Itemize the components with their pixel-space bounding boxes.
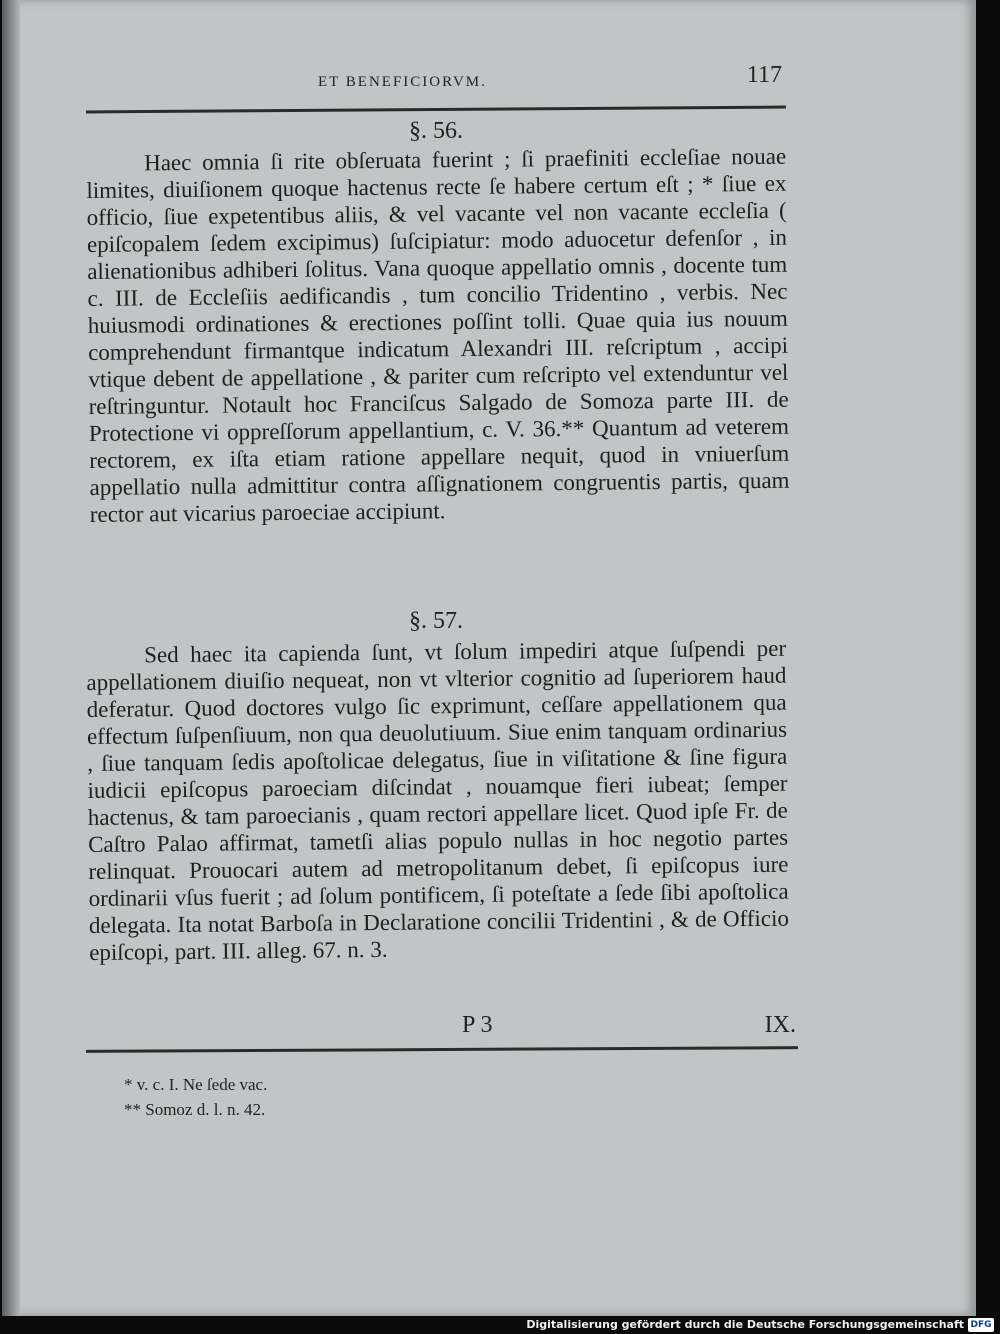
footnote-2: ** Somoz d. l. n. 42. [124,1100,266,1119]
header-rule [86,106,786,114]
page-number: 117 [746,62,782,88]
footnotes [124,1072,524,1122]
page-header [86,56,786,96]
section-57-title: §. 57. [409,608,463,634]
funding-credit: Digitalisierung gefördert durch die Deutsche Forschungsgemeinschaft [526,1318,964,1331]
section-56-title: §. 56. [409,118,463,144]
dfg-logo-icon: DFG [968,1318,994,1332]
section-56-paragraph: Haec omnia ſi rite obſeruata fuerint ; ſi praefiniti eccleſiae nouae limites, diuiſionem quoque hactenus recte ſe habere certum eſt ; * ſiue ex officio, ſiue expetentibus aliis, & vel vacante vel non vacante eccleſia ( epiſcopalem ſedem excipimus) ſuſcipiatur: modo aduocetur defenſor , in alienationibus adhiberi ſolitus. Vana quoque appellatio omnis , docente tum c. III. de Eccleſiis aedificandis , tum concilio Tridentino , verbis. Nec huiusmodi ordinationes & erectiones poſſint tolli. Quae quia ius nouum comprehendunt firmantque indicatum Alexandri III. reſcriptum , accipi vtique debent de appellatione , & pariter cum reſcripto vel extenduntur vel reſtringuntur. Notault hoc Franciſcus Salgado de Somoza parte III. de Protectione vi oppreſſorum appellantium, c. V. 36.** Quantum ad veterem rectorem, ex iſta etiam ratione appellare nequit, quod in vniuerſum appellatio nulla admittitur contra aſſignationem congruentis partis, quam rector aut vicarius paroeciae accipiunt. [86,143,790,527]
footnote-1: * v. c. I. Ne ſede vac. [124,1075,268,1094]
catchword: IX. [764,1012,796,1038]
book-page [2,0,976,1316]
page-spine-shadow [2,0,20,1316]
running-head: ET BENEFICIORVM. [318,74,487,90]
signature-mark: P 3 [462,1012,493,1038]
section-57-paragraph: Sed haec ita capienda ſunt, vt ſolum impediri atque ſuſpendi per appellationem diuiſio nequeat, non vt vlterior cognitio ad ſuperiorem haud deferatur. Quod doctores vulgo ſic exprimunt, ceſſare appellationem qua effectum ſuſpenſiuum, non qua deuolutiuum. Siue enim tanquam ordinarius , ſiue tanquam ſedis apoſtolicae delegatus, ſiue in viſitatione & ſine figura iudicii epiſcopus paroeciam diſcindat , nouamque fieri iubeat; ſemper hactenus, & tam paroecianis , quam rectori appellare licet. Quod ipſe Fr. de Caſtro Palao affirmat, tametſi alias populo nullas in hoc negotio partes relinquat. Prouocari autem ad metropolitanum debet, ſi epiſcopus iure ordinarii vſus fuerit ; ad ſolum pontificem, ſi poteſtate a ſede ſibi apoſtolica delegata. Ita notat Barboſa in Declaratione concilii Tridentini , & de Officio epiſcopi, part. III. alleg. 67. n. 3. [86,635,790,965]
footnote-rule [86,1046,798,1053]
